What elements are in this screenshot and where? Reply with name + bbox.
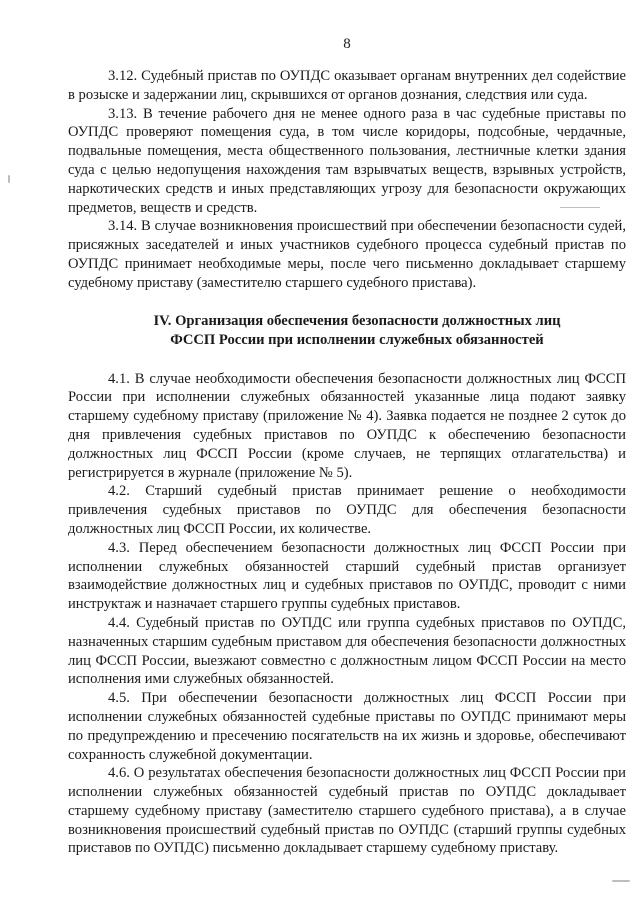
scan-artifact bbox=[8, 175, 10, 183]
scan-artifact bbox=[560, 207, 600, 208]
paragraph-4-4: 4.4. Судебный пристав по ОУПДС или группа судебных приставов по ОУПДС, назначенных старшим судебным приставом для обеспечения безопасности должностных лиц ФССП России, выезжают совместно с должностным лицом ФССП России на место исполнения ими служебных обязанностей. bbox=[68, 614, 626, 688]
paragraph-4-3: 4.3. Перед обеспечением безопасности должностных лиц ФССП России при исполнении служебных обязанностей старший судебный пристав организует взаимодействие должностных лиц и судебных приставов по ОУПДС, проводит с ними инструктаж и назначает старшего группы судебных приставов. bbox=[68, 539, 626, 613]
section-heading-line-1: IV. Организация обеспечения безопасности должностных лиц bbox=[153, 312, 561, 329]
section-heading bbox=[68, 312, 626, 350]
paragraph-4-5: 4.5. При обеспечении безопасности должностных лиц ФССП России при исполнении служебных обязанностей судебные приставы по ОУПДС принимают меры по предупреждению и пресечению посягательств на их жизнь и здоровье, обеспечивают сохранность служебной документации. bbox=[68, 690, 626, 763]
paragraph-4-2: 4.2. Старший судебный пристав принимает решение о необходимости привлечения судебных приставов по ОУПДС для обеспечения безопасности должностных лиц ФССП России, их количестве. bbox=[68, 483, 626, 537]
paragraph-3-13: 3.13. В течение рабочего дня не менее одного раза в час судебные приставы по ОУПДС проверяют помещения суда, в том числе коридоры, подсобные, чердачные, подвальные помещения, места общественного пользования, лестничные клетки здания суда с целью недопущения нахождения там взрывчатых веществ, взрывных устройств, наркотических средств и иных представляющих угрозу для безопасности окружающих предметов, веществ и средств. bbox=[68, 105, 626, 216]
paragraph-3-14: 3.14. В случае возникновения происшествий при обеспечении безопасности судей, присяжных заседателей и иных участников судебного процесса судебный пристав по ОУПДС принимает необходимые меры, после чего письменно докладывает старшему судебному приставу (заместителю старшего судебного пристава). bbox=[68, 218, 626, 291]
scan-artifact bbox=[612, 880, 630, 882]
paragraph-4-6: 4.6. О результатах обеспечения безопасности должностных лиц ФССП России при исполнении служебных обязанностей судебный пристав по ОУПДС докладывает старшему судебному приставу (заместителю старшего судебного пристава), а в случае возникновения происшествий судебный пристав по ОУПДС (старший группы судебных приставов по ОУПДС) письменно докладывает старшему судебному приставу. bbox=[68, 765, 626, 857]
paragraph-3-12: 3.12. Судебный пристав по ОУПДС оказывает органам внутренних дел содействие в розыске и задержании лиц, скрывшихся от органов дознания, следствия или суда. bbox=[68, 68, 626, 103]
paragraph-4-1: 4.1. В случае необходимости обеспечения безопасности должностных лиц ФССП России при исполнении служебных обязанностей указанные лица подают заявку старшему судебному приставу (приложение № 4). Заявка подается не позднее 2 суток до дня привлечения судебных приставов по ОУПДС к обеспечению безопасности должностных лиц ФССП России (кроме случаев, не терпящих отлагательства) и регистрируется в журнале (приложение № 5). bbox=[68, 370, 626, 481]
section-heading-line-2: ФССП России при исполнении служебных обязанностей bbox=[170, 331, 544, 348]
page-number: 8 bbox=[343, 36, 351, 52]
